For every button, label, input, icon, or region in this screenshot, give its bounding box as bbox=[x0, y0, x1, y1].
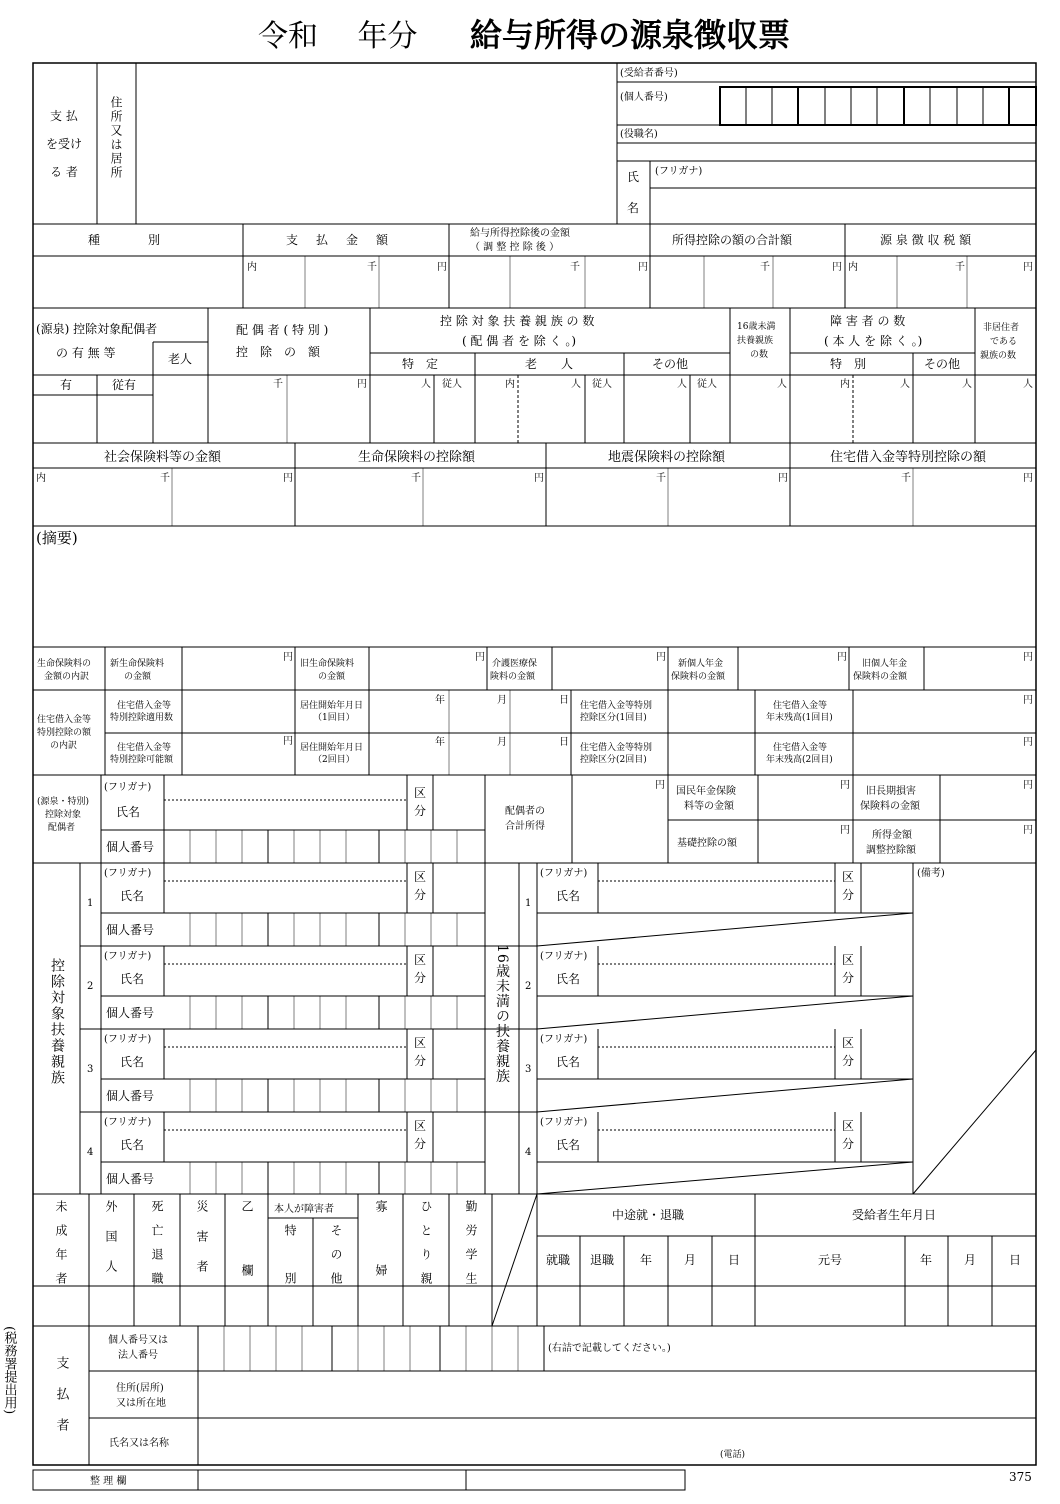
dependents-label: 控除対象扶養親族 bbox=[49, 958, 65, 1086]
sen-label: 千 bbox=[160, 473, 170, 484]
start1-label-2: （1回目） bbox=[313, 713, 355, 723]
furigana-label: (フリガナ) bbox=[655, 166, 703, 177]
yes-label: 有 bbox=[60, 378, 73, 392]
sen-label: 千 bbox=[570, 262, 580, 273]
under16-label: 16歳未満 bbox=[737, 322, 776, 332]
en-label: 円 bbox=[1023, 737, 1033, 748]
housing-breakdown-label-2: 特別控除の額 bbox=[37, 728, 92, 738]
junin-label: 従人 bbox=[442, 379, 462, 390]
nonresident-label-3: 親族の数 bbox=[980, 351, 1017, 361]
dependent-number-label: 個人番号 bbox=[106, 1006, 155, 1020]
disaster-label: 災害者 bbox=[195, 1200, 209, 1290]
nin-label: 人 bbox=[677, 379, 687, 390]
pension-old-label: 旧個人年金 bbox=[862, 659, 908, 669]
personal-number-label: (個人番号) bbox=[620, 92, 668, 103]
dependent-name-label: 氏名 bbox=[120, 889, 145, 903]
row-number: 3 bbox=[525, 1064, 532, 1075]
junin-label: 従人 bbox=[697, 379, 717, 390]
nin-label: 人 bbox=[962, 379, 972, 390]
en-label: 円 bbox=[475, 652, 485, 663]
payer-address-label: 住所(居所) bbox=[116, 1383, 164, 1394]
day-label: 日 bbox=[1009, 1253, 1022, 1267]
under16-row bbox=[525, 950, 854, 992]
widow-label: 寡婦 bbox=[374, 1200, 388, 1328]
student-label: 勤労学生 bbox=[464, 1200, 478, 1296]
en-label: 円 bbox=[840, 780, 850, 791]
spouse-furigana-label: (フリガナ) bbox=[104, 782, 152, 793]
name-label-2: 名 bbox=[627, 201, 640, 215]
dependent-row bbox=[87, 867, 426, 937]
recipient-label-3: る 者 bbox=[50, 165, 78, 179]
month-label: 月 bbox=[497, 695, 507, 706]
spouse-deduction-label: 配 偶 者 ( 特 別 ) bbox=[236, 323, 329, 337]
start2-label-2: （2回目） bbox=[313, 755, 355, 765]
spouse-name-label: 氏名 bbox=[116, 805, 141, 819]
under16-furigana-label: (フリガナ) bbox=[540, 1034, 588, 1045]
spouse-label-3: 配偶者 bbox=[48, 823, 76, 833]
remarks-label: (摘要) bbox=[36, 529, 78, 547]
en-label: 円 bbox=[1023, 473, 1033, 484]
day-label: 日 bbox=[559, 695, 569, 706]
en-label: 円 bbox=[840, 825, 850, 836]
dependent-kubun-label: 区 bbox=[414, 870, 427, 884]
single-parent-label: ひとり親 bbox=[419, 1200, 433, 1296]
en-label: 円 bbox=[656, 652, 666, 663]
after-deduction-header: 給与所得控除後の金額 bbox=[470, 228, 570, 239]
dependent-row bbox=[87, 1033, 426, 1103]
en-label: 円 bbox=[832, 262, 842, 273]
under16-furigana-label: (フリガナ) bbox=[540, 951, 588, 962]
under16-name-label: 氏名 bbox=[556, 1055, 581, 1069]
row-number: 4 bbox=[87, 1147, 94, 1158]
quake-insurance-label: 地震保険料の控除額 bbox=[608, 450, 726, 465]
dependents-count-label: 控 除 対 象 扶 養 親 族 の 数 bbox=[440, 314, 595, 328]
disabled-self-label: 本人が障害者 bbox=[274, 1204, 334, 1215]
dependent-kubun-label-2: 分 bbox=[414, 888, 427, 902]
spouse-number-label: 個人番号 bbox=[106, 840, 155, 854]
sen-label: 千 bbox=[760, 262, 770, 273]
spouse-presence-label-2: の 有 無 等 bbox=[56, 346, 116, 360]
housing-loan-label: 住宅借入金等特別控除の額 bbox=[830, 450, 987, 465]
row-number: 3 bbox=[87, 1064, 94, 1075]
possible-label: 住宅借入金等 bbox=[117, 743, 172, 753]
hire-label: 就職 bbox=[546, 1253, 571, 1267]
en-label: 円 bbox=[638, 262, 648, 273]
position-label: (役職名) bbox=[620, 129, 658, 140]
row-number: 1 bbox=[525, 898, 532, 909]
year-label: 年 bbox=[435, 737, 445, 748]
life-breakdown-label-2: 金額の内訳 bbox=[44, 672, 90, 682]
nin-label: 人 bbox=[421, 379, 431, 390]
dependents-count-label-2: ( 配 偶 者 を 除 く 。) bbox=[462, 334, 577, 348]
nin-label: 人 bbox=[900, 379, 910, 390]
pension-label-2: 料等の金額 bbox=[684, 801, 734, 812]
spouse-deduction-label-2: 控 除 の 額 bbox=[236, 345, 321, 359]
nin-label: 人 bbox=[777, 379, 787, 390]
specific-label: 特 定 bbox=[402, 357, 439, 371]
under16-dependents-label: 16歳未満の扶養親族 bbox=[494, 944, 510, 1084]
old-ltc-label: 旧長期損害 bbox=[866, 786, 916, 797]
right-align-note: (右詰で記載してください。) bbox=[548, 1343, 671, 1354]
row-number: 2 bbox=[525, 981, 532, 992]
under16-kubun-label-2: 分 bbox=[842, 971, 855, 985]
social-insurance-label: 社会保険料等の金額 bbox=[104, 450, 222, 465]
seiri-label: 整 理 欄 bbox=[90, 1476, 127, 1487]
address-label: 住所又は居所 bbox=[109, 96, 123, 180]
adjust-label: 所得金額 bbox=[872, 830, 912, 841]
dependent-kubun-label: 区 bbox=[414, 1119, 427, 1133]
type-header: 種 別 bbox=[88, 233, 161, 247]
spouse-income-label-2: 合計所得 bbox=[505, 821, 545, 832]
under16-label-3: の数 bbox=[750, 350, 769, 360]
disabled-count-label-2: ( 本 人 を 除 く 。) bbox=[824, 334, 923, 348]
row-number: 1 bbox=[87, 898, 94, 909]
en-label: 円 bbox=[778, 473, 788, 484]
special-label: 特 別 bbox=[830, 357, 867, 371]
life-breakdown-label: 生命保険料の bbox=[37, 659, 92, 669]
balance2-label-2: 年末残高(2回目) bbox=[766, 755, 833, 765]
under16-kubun-label-2: 分 bbox=[842, 1054, 855, 1068]
start1-label: 居住開始年月日 bbox=[300, 701, 364, 711]
spouse-income-label: 配偶者の bbox=[505, 806, 545, 817]
other-label: その他 bbox=[652, 357, 689, 371]
payer-label: 支払者 bbox=[53, 1356, 69, 1449]
form-code: 375 bbox=[1009, 1470, 1032, 1484]
payer-number-label: 個人番号又は bbox=[108, 1335, 168, 1346]
sen-label: 千 bbox=[411, 473, 421, 484]
new-life-label: 新生命保険料 bbox=[110, 659, 165, 669]
junin-label: 従人 bbox=[592, 379, 612, 390]
uchi-label: 内 bbox=[36, 473, 46, 484]
dependent-kubun-label-2: 分 bbox=[414, 1137, 427, 1151]
under16-kubun-label: 区 bbox=[842, 953, 855, 967]
uchi-label: 内 bbox=[505, 379, 515, 390]
dependent-number-label: 個人番号 bbox=[106, 923, 155, 937]
uchi-label: 内 bbox=[848, 262, 858, 273]
nin-label: 人 bbox=[571, 379, 581, 390]
under16-name-label: 氏名 bbox=[556, 889, 581, 903]
tax-office-copy-label: (税務署提出用) bbox=[1, 1326, 17, 1415]
life-insurance-label: 生命保険料の控除額 bbox=[358, 450, 476, 465]
division2-label-2: 控除区分(2回目) bbox=[580, 755, 647, 765]
minor-label: 未成年者 bbox=[54, 1200, 68, 1296]
old-life-label: 旧生命保険料 bbox=[300, 659, 355, 669]
spouse-label-2: 控除対象 bbox=[45, 810, 82, 820]
day-label: 日 bbox=[728, 1253, 741, 1267]
under16-label-2: 扶養親族 bbox=[737, 336, 774, 346]
payer-number-label-2: 法人番号 bbox=[118, 1350, 158, 1361]
under16-row bbox=[525, 1033, 854, 1075]
en-label: 円 bbox=[1023, 262, 1033, 273]
under16-row bbox=[525, 867, 854, 909]
dependent-row bbox=[87, 1116, 426, 1186]
dependent-number-label: 個人番号 bbox=[106, 1172, 155, 1186]
under16-kubun-label-2: 分 bbox=[842, 1137, 855, 1151]
dependent-kubun-label-2: 分 bbox=[414, 971, 427, 985]
en-label: 円 bbox=[1023, 695, 1033, 706]
uchi-label: 内 bbox=[247, 262, 257, 273]
era-label: 元号 bbox=[818, 1253, 843, 1267]
foreigner-label: 外国人 bbox=[104, 1200, 118, 1290]
spouse-label: (源泉・特別) bbox=[37, 797, 90, 807]
disabled-other-label: その他 bbox=[329, 1224, 343, 1296]
en-label: 円 bbox=[534, 473, 544, 484]
disabled-special-label: 特別 bbox=[283, 1224, 297, 1320]
sen-label: 千 bbox=[901, 473, 911, 484]
dependent-kubun-label: 区 bbox=[414, 953, 427, 967]
form-title: 給与所得の源泉徴収票 bbox=[470, 16, 791, 54]
payment-header: 支 払 金 額 bbox=[286, 233, 392, 247]
month-label: 月 bbox=[964, 1253, 977, 1267]
day-label: 日 bbox=[559, 737, 569, 748]
dependent-furigana-label: (フリガナ) bbox=[104, 1034, 152, 1045]
housing-breakdown-label: 住宅借入金等 bbox=[37, 715, 92, 725]
recipient-label: 支 払 bbox=[50, 109, 78, 123]
basic-deduction-label: 基礎控除の額 bbox=[677, 838, 737, 849]
balance1-label-2: 年末残高(1回目) bbox=[766, 713, 833, 723]
start2-label: 居住開始年月日 bbox=[300, 743, 364, 753]
dependent-kubun-label-2: 分 bbox=[414, 1054, 427, 1068]
uchi-label: 内 bbox=[840, 379, 850, 390]
otsu-label: 乙欄 bbox=[240, 1200, 254, 1328]
other2-label: その他 bbox=[924, 357, 961, 371]
under16-kubun-label: 区 bbox=[842, 870, 855, 884]
dependent-number-label: 個人番号 bbox=[106, 1089, 155, 1103]
dependent-name-label: 氏名 bbox=[120, 1055, 145, 1069]
notes-label: (備考) bbox=[917, 868, 945, 879]
death-label: 死亡退職 bbox=[150, 1200, 164, 1296]
spouse-presence-label: (源泉) 控除対象配偶者 bbox=[36, 322, 158, 336]
year-label: 年 bbox=[920, 1253, 933, 1267]
en-label: 円 bbox=[1023, 825, 1033, 836]
row-number: 4 bbox=[525, 1147, 532, 1158]
deduction-total-header: 所得控除の額の合計額 bbox=[672, 233, 793, 247]
under16-furigana-label: (フリガナ) bbox=[540, 868, 588, 879]
nonresident-label-2: である bbox=[990, 337, 1018, 347]
pension-new-label-2: 保険料の金額 bbox=[671, 672, 726, 682]
applied-count-label-2: 特別控除適用数 bbox=[110, 713, 174, 723]
en-label: 円 bbox=[837, 652, 847, 663]
applied-count-label: 住宅借入金等 bbox=[117, 701, 172, 711]
en-label: 円 bbox=[357, 379, 367, 390]
new-life-label-2: の金額 bbox=[124, 672, 152, 682]
birthdate-label: 受給者生年月日 bbox=[852, 1208, 937, 1222]
disabled-count-label: 障 害 者 の 数 bbox=[830, 314, 906, 328]
payer-address-label-2: 又は所在地 bbox=[116, 1398, 166, 1409]
spouse-kubun-label-2: 分 bbox=[414, 804, 427, 818]
nonresident-label: 非居住者 bbox=[983, 323, 1020, 333]
possible-label-2: 特別控除可能額 bbox=[110, 755, 174, 765]
sen-label: 千 bbox=[656, 473, 666, 484]
spouse-kubun-label: 区 bbox=[414, 786, 427, 800]
old-life-label-2: の金額 bbox=[318, 672, 346, 682]
sen-label: 千 bbox=[273, 379, 283, 390]
title-prefix: 令和 年分 bbox=[258, 19, 418, 54]
dependent-kubun-label: 区 bbox=[414, 1036, 427, 1050]
en-label: 円 bbox=[437, 262, 447, 273]
en-label: 円 bbox=[1023, 652, 1033, 663]
after-deduction-header-2: （ 調 整 控 除 後 ） bbox=[470, 242, 560, 253]
elderly-label: 老人 bbox=[168, 352, 193, 366]
under16-row bbox=[525, 1116, 854, 1158]
housing-breakdown-label-3: の内訳 bbox=[50, 741, 78, 751]
en-label: 円 bbox=[283, 473, 293, 484]
payer-name-label: 氏名又は名称 bbox=[109, 1438, 169, 1449]
under16-furigana-label: (フリガナ) bbox=[540, 1117, 588, 1128]
under16-kubun-label: 区 bbox=[842, 1119, 855, 1133]
dependent-furigana-label: (フリガナ) bbox=[104, 951, 152, 962]
adjust-label-2: 調整控除額 bbox=[866, 845, 916, 856]
balance2-label: 住宅借入金等 bbox=[773, 743, 828, 753]
dependent-row bbox=[87, 950, 426, 1020]
leave-label: 退職 bbox=[590, 1253, 615, 1267]
juyu-label: 従有 bbox=[112, 378, 137, 392]
under16-name-label: 氏名 bbox=[556, 1138, 581, 1152]
pension-new-label: 新個人年金 bbox=[678, 659, 724, 669]
dependent-furigana-label: (フリガナ) bbox=[104, 1117, 152, 1128]
sen-label: 千 bbox=[367, 262, 377, 273]
under16-kubun-label-2: 分 bbox=[842, 888, 855, 902]
nin-label: 人 bbox=[1023, 379, 1033, 390]
dependent-furigana-label: (フリガナ) bbox=[104, 868, 152, 879]
balance1-label: 住宅借入金等 bbox=[773, 701, 828, 711]
en-label: 円 bbox=[1023, 780, 1033, 791]
recipient-label-2: を受け bbox=[46, 137, 83, 151]
row-number: 2 bbox=[87, 981, 94, 992]
old-label: 老 人 bbox=[525, 357, 574, 371]
en-label: 円 bbox=[655, 780, 665, 791]
en-label: 円 bbox=[283, 736, 293, 747]
recipient-number-label: (受給者番号) bbox=[620, 68, 678, 79]
division1-label-2: 控除区分(1回目) bbox=[580, 713, 647, 723]
care-label-2: 険料の金額 bbox=[490, 672, 536, 682]
under16-name-label: 氏名 bbox=[556, 972, 581, 986]
pension-label: 国民年金保険 bbox=[676, 786, 736, 797]
month-label: 月 bbox=[684, 1253, 697, 1267]
year-label: 年 bbox=[640, 1253, 653, 1267]
pension-old-label-2: 保険料の金額 bbox=[853, 672, 908, 682]
year-label: 年 bbox=[435, 695, 445, 706]
care-label: 介護医療保 bbox=[492, 659, 538, 669]
midyear-label: 中途就・退職 bbox=[612, 1208, 685, 1222]
dependent-name-label: 氏名 bbox=[120, 972, 145, 986]
division1-label: 住宅借入金等特別 bbox=[580, 701, 653, 711]
phone-label: (電話) bbox=[720, 1450, 746, 1460]
under16-kubun-label: 区 bbox=[842, 1036, 855, 1050]
dependent-name-label: 氏名 bbox=[120, 1138, 145, 1152]
month-label: 月 bbox=[497, 737, 507, 748]
division2-label: 住宅借入金等特別 bbox=[580, 743, 653, 753]
en-label: 円 bbox=[283, 652, 293, 663]
name-label-1: 氏 bbox=[627, 170, 640, 184]
withholding-header: 源 泉 徴 収 税 額 bbox=[880, 233, 972, 247]
old-ltc-label-2: 保険料の金額 bbox=[860, 801, 920, 812]
sen-label: 千 bbox=[955, 262, 965, 273]
